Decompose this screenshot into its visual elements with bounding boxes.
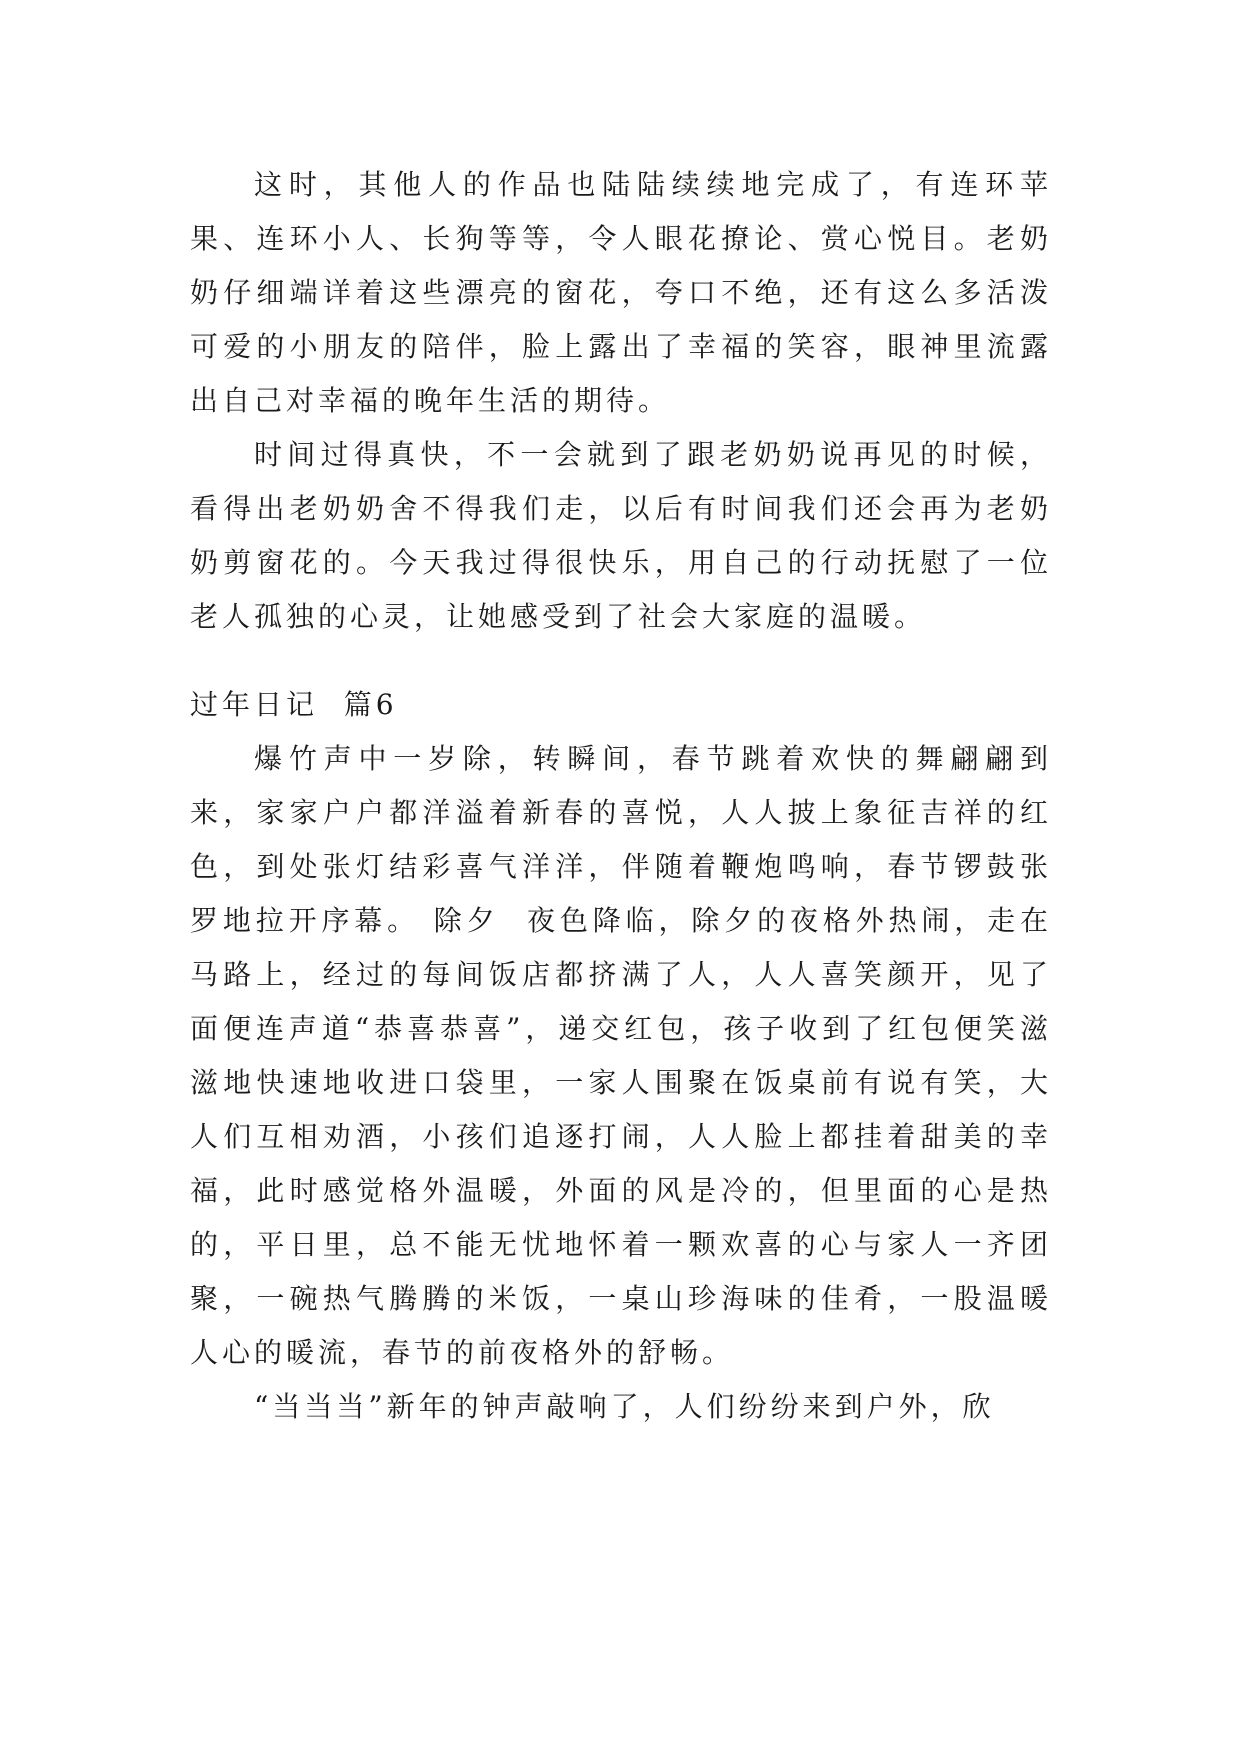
body-paragraph: 这时，其他人的作品也陆陆续续地完成了，有连环苹果、连环小人、长狗等等，令人眼花撩论、赏心悦目。老奶奶仔细端详着这些漂亮的窗花，夸口不绝，还有这么多活泼可爱的小朋友的陪伴，脸上露出了幸福的笑容，眼神里流露出自己对幸福的晚年生活的期待。 bbox=[190, 168, 1052, 417]
body-paragraph: 时间过得真快，不一会就到了跟老奶奶说再见的时候，看得出老奶奶舍不得我们走，以后有时间我们还会再为老奶奶剪窗花的。今天我过得很快乐，用自己的行动抚慰了一位老人孤独的心灵，让她感受到了社会大家庭的温暖。 bbox=[190, 438, 1052, 633]
body-paragraph: “当当当”新年的钟声敲响了，人们纷纷来到户外，欣 bbox=[254, 1390, 995, 1423]
section-heading: 过年日记 篇6 bbox=[190, 688, 398, 721]
body-paragraph: 爆竹声中一岁除，转瞬间，春节跳着欢快的舞翩翩到来，家家户户都洋溢着新春的喜悦，人人披上象征吉祥的红色，到处张灯结彩喜气洋洋，伴随着鞭炮鸣响，春节锣鼓张罗地拉开序幕。 除夕 夜色降临，除夕的夜格外热闹，走在马路上，经过的每间饭店都挤满了人，人人喜笑颜开，见了面便连声道“恭喜恭喜”，递交红包，孩子收到了红包便笑滋滋地快速地收进口袋里，一家人围聚在饭桌前有说有笑，大人们互相劝酒，小孩们追逐打闹，人人脸上都挂着甜美的幸福，此时感觉格外温暖，外面的风是冷的，但里面的心是热的，平日里，总不能无忧地怀着一颗欢喜的心与家人一齐团聚，一碗热气腾腾的米饭，一桌山珍海味的佳肴，一股温暖人心的暖流，春节的前夜格外的舒畅。 bbox=[190, 742, 1052, 1369]
document-body bbox=[190, 158, 1052, 1434]
